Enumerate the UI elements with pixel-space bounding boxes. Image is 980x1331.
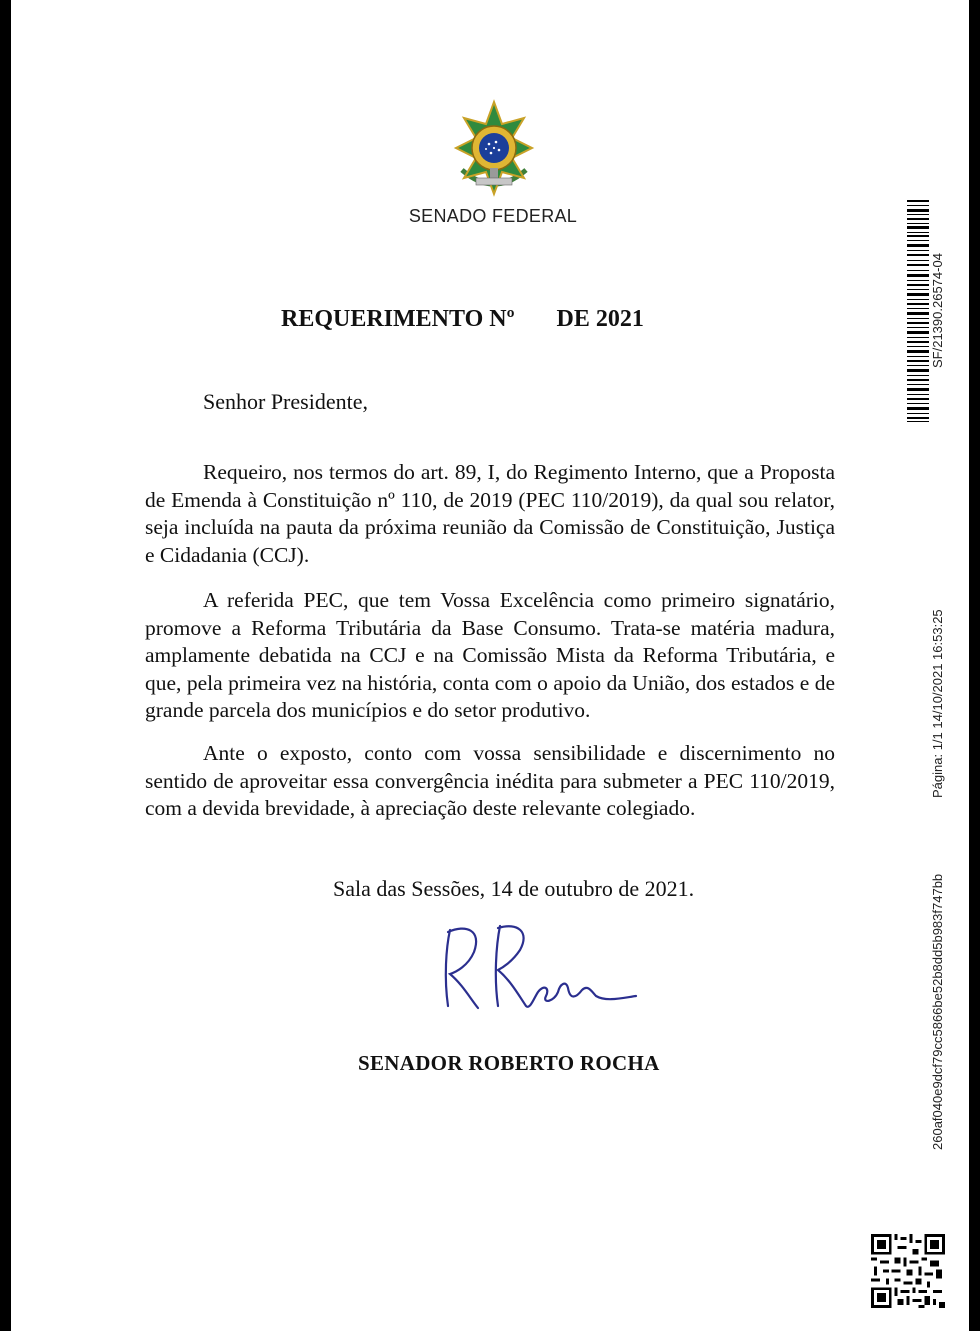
paragraph-conclusion: Ante o exposto, conto com vossa sensibilidade e discernimento no sentido de aproveitar essa convergência inédita para submeter a PEC 110/2019, com a devida brevidade, à apreciação deste relevante colegiado.: [145, 741, 835, 820]
salutation: Senhor Presidente,: [203, 389, 368, 414]
document-title: REQUERIMENTO Nº DE 2021: [281, 306, 644, 332]
organization-name: SENADO FEDERAL: [408, 206, 578, 226]
page-info: Página: 1/1 14/10/2021 16:53:25: [930, 609, 945, 798]
paragraph-justification: A referida PEC, que tem Vossa Excelência como primeiro signatário, promove a Reforma Tributária da Base Consumo. Trata-se matéria madura, amplamente debatida na CCJ e na Comissão Mista da Reforma Tributária, e que, pela primeira vez na história, conta com o apoio da União, dos estados e de grande parcela dos municípios e do setor produtivo.: [145, 588, 835, 722]
document-hash: 260af040e9dcf79cc5866be52b8dd5b983f747bb: [930, 873, 945, 1150]
signer-name: SENADOR ROBERTO ROCHA: [358, 1051, 660, 1075]
document-code: SF/21390.26574-04: [930, 253, 945, 368]
qr-code-icon: [871, 1234, 945, 1308]
paragraph-request: Requeiro, nos termos do art. 89, I, do Regimento Interno, que a Proposta de Emenda à Constituição nº 110, de 2019 (PEC 110/2019), da qual sou relator, seja incluída na pauta da próxima reunião da Comissão de Constituição, Justiça e Cidadania (CCJ).: [145, 460, 835, 567]
document-page: [11, 0, 969, 1331]
handwritten-signature-icon: [426, 918, 641, 1018]
barcode-icon: [907, 200, 929, 422]
coat-of-arms-icon: [444, 98, 544, 198]
place-date: Sala das Sessões, 14 de outubro de 2021.: [333, 876, 695, 901]
